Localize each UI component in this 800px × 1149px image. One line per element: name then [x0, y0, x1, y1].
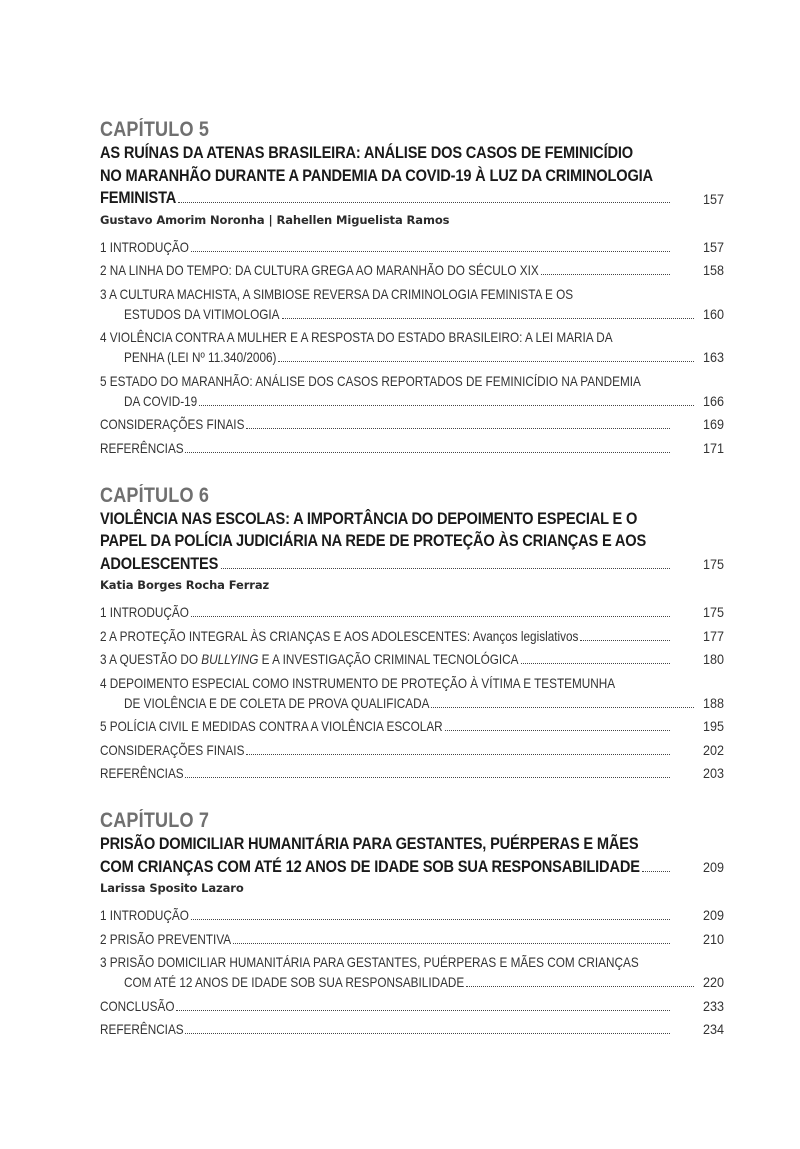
entry-text-part: 3 A QUESTÃO DO — [100, 651, 202, 667]
dot-leader — [191, 250, 670, 252]
page-number: 180 — [702, 651, 724, 667]
toc-entry[interactable] — [100, 929, 724, 949]
entry-text: PENHA (LEI Nº 11.340/2006) — [124, 349, 277, 365]
entry-text: CONSIDERAÇÕES FINAIS — [100, 416, 245, 432]
page-number: 157 — [702, 238, 724, 255]
toc-entry[interactable] — [100, 740, 724, 760]
dot-leader — [185, 776, 670, 778]
entry-text: REFERÊNCIAS — [100, 765, 184, 781]
toc-entry[interactable] — [100, 438, 724, 458]
table-of-contents — [100, 118, 724, 1065]
page-number: 233 — [702, 997, 724, 1014]
page-number: 166 — [702, 392, 724, 409]
dot-leader — [185, 451, 670, 453]
page-number: 209 — [702, 859, 724, 875]
toc-entry[interactable] — [100, 237, 724, 257]
entry-text: 5 ESTADO DO MARANHÃO: ANÁLISE DOS CASOS REPORTADOS DE FEMINICÍDIO NA PANDEMIA — [100, 372, 641, 389]
dot-leader — [191, 615, 670, 617]
entry-text: 3 A CULTURA MACHISTA, A SIMBIOSE REVERSA DA CRIMINOLOGIA FEMINISTA E OS — [100, 285, 574, 302]
entry-text: CONCLUSÃO — [100, 997, 175, 1014]
chapter-6 — [100, 484, 724, 784]
chapter-title-link[interactable] — [100, 833, 724, 878]
dot-leader — [278, 360, 694, 362]
entry-text: ESTUDOS DA VITIMOLOGIA — [124, 305, 280, 322]
dot-leader — [176, 1009, 670, 1011]
page-number: 171 — [702, 439, 724, 456]
dot-leader — [282, 317, 694, 319]
toc-entry[interactable] — [100, 763, 724, 783]
toc-entry[interactable] — [100, 371, 724, 411]
chapter-title-link[interactable] — [100, 142, 724, 210]
dot-leader — [233, 942, 670, 944]
chapter-title-line: PAPEL DA POLÍCIA JUDICIÁRIA NA REDE DE PROTEÇÃO ÀS CRIANÇAS E AOS — [100, 531, 647, 550]
toc-entry[interactable] — [100, 284, 724, 324]
page-number: 220 — [702, 974, 724, 990]
chapter-title-line: NO MARANHÃO DURANTE A PANDEMIA DA COVID-19 À LUZ DA CRIMINOLOGIA — [100, 165, 653, 185]
dot-leader — [191, 918, 670, 920]
chapter-authors: Gustavo Amorim Noronha | Rahellen Miguelista Ramos — [100, 212, 450, 227]
chapter-title-line: PRISÃO DOMICILIAR HUMANITÁRIA PARA GESTANTES, PUÉRPERAS E MÃES — [100, 834, 639, 853]
entry-text: 1 INTRODUÇÃO — [100, 238, 189, 255]
page-number: 209 — [702, 907, 724, 923]
chapter-authors: Larissa Sposito Lazaro — [100, 881, 244, 895]
dot-leader — [178, 201, 670, 203]
chapter-title — [100, 508, 672, 576]
toc-entry[interactable] — [100, 673, 724, 713]
chapter-label: CAPÍTULO 7 — [100, 809, 210, 832]
entry-text: REFERÊNCIAS — [100, 1021, 184, 1037]
entry-text-italic: BULLYING — [201, 651, 259, 667]
chapter-label: CAPÍTULO 6 — [100, 483, 210, 507]
page-number: 177 — [702, 627, 724, 644]
dot-leader — [199, 404, 694, 406]
toc-entry[interactable] — [100, 327, 724, 367]
toc-entry[interactable] — [100, 260, 724, 280]
page-number: 202 — [702, 741, 724, 758]
entry-text: 2 PRISÃO PREVENTIVA — [100, 930, 232, 947]
entry-text: REFERÊNCIAS — [100, 439, 184, 456]
page-number: 163 — [702, 349, 724, 365]
page-number: 169 — [702, 416, 724, 432]
entry-text: 2 A PROTEÇÃO INTEGRAL ÀS CRIANÇAS E AOS ADOLESCENTES: Avanços legislativos — [100, 627, 579, 644]
page-number: 175 — [702, 604, 724, 620]
entry-text: 2 NA LINHA DO TEMPO: DA CULTURA GREGA AO MARANHÃO DO SÉCULO XIX — [100, 262, 539, 278]
toc-entry[interactable] — [100, 414, 724, 434]
entry-text: 3 PRISÃO DOMICILIAR HUMANITÁRIA PARA GESTANTES, PUÉRPERAS E MÃES COM CRIANÇAS — [100, 954, 639, 970]
chapter-title-line: FEMINISTA — [100, 188, 177, 207]
chapter-label: CAPÍTULO 5 — [100, 118, 210, 141]
entry-text: 4 VIOLÊNCIA CONTRA A MULHER E A RESPOSTA DO ESTADO BRASILEIRO: A LEI MARIA DA — [100, 329, 613, 345]
dot-leader — [580, 639, 670, 641]
toc-entry[interactable] — [100, 626, 724, 646]
page-number: 175 — [702, 556, 724, 572]
entry-text: COM ATÉ 12 ANOS DE IDADE SOB SUA RESPONSABILIDADE — [124, 974, 465, 990]
page-number: 210 — [702, 930, 724, 947]
page-number: 234 — [702, 1021, 724, 1037]
dot-leader — [431, 706, 694, 708]
chapter-title-line: ADOLESCENTES — [100, 553, 219, 573]
chapter-title-line: COM CRIANÇAS COM ATÉ 12 ANOS DE IDADE SOB SUA RESPONSABILIDADE — [100, 856, 640, 876]
page-number: 188 — [702, 694, 724, 711]
dot-leader — [521, 662, 670, 664]
toc-entry[interactable] — [100, 649, 724, 669]
entry-text: 5 POLÍCIA CIVIL E MEDIDAS CONTRA A VIOLÊNCIA ESCOLAR — [100, 718, 443, 734]
toc-entry[interactable] — [100, 905, 724, 925]
entry-text: DA COVID-19 — [124, 392, 198, 409]
dot-leader — [445, 729, 670, 731]
chapter-title-line: VIOLÊNCIA NAS ESCOLAS: A IMPORTÂNCIA DO DEPOIMENTO ESPECIAL E O — [100, 508, 638, 528]
toc-entry[interactable] — [100, 716, 724, 736]
chapter-authors: Katia Borges Rocha Ferraz — [100, 578, 270, 592]
page-number: 160 — [702, 305, 724, 322]
dot-leader — [246, 427, 670, 429]
entry-text-part: E A INVESTIGAÇÃO CRIMINAL TECNOLÓGICA — [258, 651, 519, 667]
entry-text: 4 DEPOIMENTO ESPECIAL COMO INSTRUMENTO DE PROTEÇÃO À VÍTIMA E TESTEMUNHA — [100, 674, 616, 691]
page-number: 203 — [702, 765, 724, 781]
chapter-5 — [100, 118, 724, 458]
page-number: 195 — [702, 718, 724, 734]
page-number: 158 — [702, 262, 724, 278]
dot-leader — [185, 1032, 670, 1034]
entry-text — [100, 649, 518, 669]
chapter-title — [100, 142, 672, 210]
dot-leader — [466, 985, 694, 987]
chapter-title — [100, 833, 672, 878]
dot-leader — [221, 567, 670, 569]
toc-entry[interactable] — [100, 952, 724, 992]
entry-text: DE VIOLÊNCIA E DE COLETA DE PROVA QUALIFICADA — [124, 694, 430, 711]
toc-entry[interactable] — [100, 602, 724, 622]
page-number: 157 — [702, 190, 724, 207]
chapter-title-link[interactable] — [100, 508, 724, 576]
entry-text: 1 INTRODUÇÃO — [100, 907, 189, 923]
toc-entry[interactable] — [100, 996, 724, 1016]
entry-text: CONSIDERAÇÕES FINAIS — [100, 741, 245, 758]
dot-leader — [246, 753, 670, 755]
chapter-7 — [100, 809, 724, 1039]
entry-text: 1 INTRODUÇÃO — [100, 604, 189, 620]
dot-leader — [541, 273, 670, 275]
dot-leader — [642, 870, 671, 872]
chapter-title-line: AS RUÍNAS DA ATENAS BRASILEIRA: ANÁLISE DOS CASOS DE FEMINICÍDIO — [100, 143, 633, 162]
toc-entry[interactable] — [100, 1019, 724, 1039]
